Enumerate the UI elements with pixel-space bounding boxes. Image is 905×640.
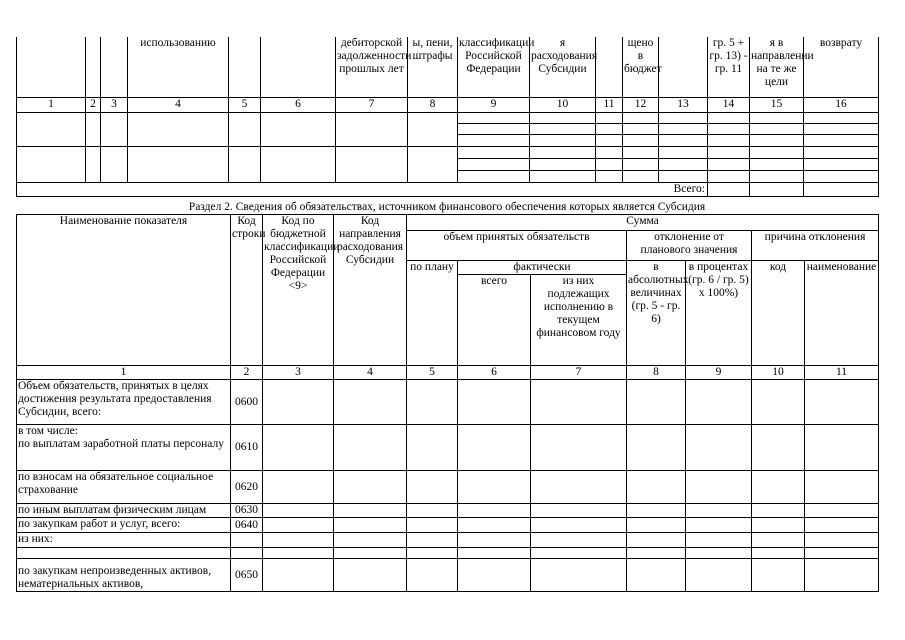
table-cell[interactable]: [750, 123, 804, 134]
table-cell[interactable]: [752, 533, 805, 548]
total-cell-16[interactable]: [804, 182, 879, 196]
row-name: из них:: [17, 533, 231, 548]
table-cell[interactable]: [334, 471, 407, 504]
table-cell[interactable]: [229, 112, 261, 146]
table-cell[interactable]: [336, 112, 408, 146]
table-cell[interactable]: [805, 518, 879, 533]
table-cell[interactable]: [334, 504, 407, 518]
table-cell[interactable]: [530, 123, 596, 134]
header-sum: Сумма: [407, 215, 879, 231]
table-cell[interactable]: [804, 146, 879, 158]
table-cell[interactable]: [334, 518, 407, 533]
table-cell[interactable]: [407, 380, 458, 425]
header-cell-5: [229, 37, 261, 97]
table-cell[interactable]: [805, 471, 879, 504]
column-number: 1: [17, 97, 86, 112]
table-cell[interactable]: [263, 425, 334, 471]
table-cell[interactable]: [263, 518, 334, 533]
header-deviation: отклонение от планового значения: [627, 231, 752, 261]
section2-title: Раздел 2. Сведения об обязательствах, источником финансового обеспечения которых является Субсидия: [188, 201, 706, 213]
header-total: всего: [458, 275, 531, 366]
table-cell[interactable]: [334, 559, 407, 592]
table-cell[interactable]: [408, 146, 458, 182]
table-cell[interactable]: [261, 112, 336, 146]
header-reason-name: наименование: [805, 261, 879, 366]
table-cell[interactable]: [659, 134, 708, 146]
table-cell[interactable]: [128, 146, 229, 182]
column-number: 13: [659, 97, 708, 112]
table-cell[interactable]: [623, 134, 659, 146]
table-cell[interactable]: [458, 112, 530, 123]
section1-column-numbers: [17, 97, 879, 112]
table-cell[interactable]: [408, 112, 458, 146]
table-cell[interactable]: [750, 112, 804, 123]
header-cell-3: [101, 37, 128, 97]
table-cell[interactable]: [596, 112, 623, 123]
table-cell[interactable]: [531, 548, 627, 559]
table-cell[interactable]: [804, 134, 879, 146]
row-code: [231, 533, 263, 548]
header-cell-9: классификации Российской Федерации: [458, 37, 530, 97]
column-number: 3: [101, 97, 128, 112]
table-row: [17, 504, 879, 518]
total-label: Всего:: [17, 182, 708, 196]
table-cell[interactable]: [334, 425, 407, 471]
table-cell[interactable]: [708, 134, 750, 146]
table-cell[interactable]: [86, 146, 101, 182]
header-cell-16: возврату: [804, 37, 879, 97]
table-cell[interactable]: [530, 170, 596, 182]
table-cell[interactable]: [101, 112, 128, 146]
table-cell[interactable]: [804, 158, 879, 170]
table-cell[interactable]: [627, 559, 686, 592]
table-cell[interactable]: [334, 380, 407, 425]
column-number: 16: [804, 97, 879, 112]
table-cell[interactable]: [805, 559, 879, 592]
table-row: [17, 425, 879, 471]
header-reason-code: код: [752, 261, 805, 366]
header-plan: по плану: [407, 261, 458, 366]
table-cell[interactable]: [686, 559, 752, 592]
table-cell[interactable]: [627, 504, 686, 518]
table-cell[interactable]: [659, 123, 708, 134]
row-name: [17, 548, 231, 559]
table-cell[interactable]: [596, 158, 623, 170]
header-row-1: [17, 215, 879, 231]
row-name: по закупкам работ и услуг, всего:: [17, 518, 231, 533]
table-cell[interactable]: [752, 425, 805, 471]
column-number: 2: [231, 366, 263, 380]
table-cell[interactable]: [334, 533, 407, 548]
row-name: по иным выплатам физическим лицам: [17, 504, 231, 518]
table-cell[interactable]: [530, 134, 596, 146]
table-cell[interactable]: [17, 146, 86, 182]
table-cell[interactable]: [531, 504, 627, 518]
table-cell[interactable]: [805, 548, 879, 559]
table-cell[interactable]: [708, 123, 750, 134]
table-cell[interactable]: [805, 425, 879, 471]
table-cell[interactable]: [530, 146, 596, 158]
row-name: по закупкам непроизведенных активов, нематериальных активов,: [17, 559, 231, 592]
table-cell[interactable]: [101, 146, 128, 182]
table-cell[interactable]: [686, 380, 752, 425]
header-cell-6: [261, 37, 336, 97]
table-cell[interactable]: [458, 146, 530, 158]
column-number: 8: [627, 366, 686, 380]
header-name: Наименование показателя: [17, 215, 231, 366]
table-cell[interactable]: [627, 425, 686, 471]
column-number: 12: [623, 97, 659, 112]
column-number: 10: [530, 97, 596, 112]
table-cell[interactable]: [530, 158, 596, 170]
table-cell[interactable]: [804, 170, 879, 182]
header-accepted: объем принятых обязательств: [407, 231, 627, 261]
table-row: [17, 548, 879, 559]
table-cell[interactable]: [334, 548, 407, 559]
table-row: [17, 112, 879, 123]
header-cell-8: ы, пени, штрафы: [408, 37, 458, 97]
table-cell[interactable]: [750, 146, 804, 158]
row-code: 0650: [231, 559, 263, 592]
table-cell[interactable]: [407, 471, 458, 504]
section2-body: [17, 380, 879, 592]
table-cell[interactable]: [627, 548, 686, 559]
section2-table: [16, 214, 879, 592]
column-number: 6: [261, 97, 336, 112]
table-cell[interactable]: [407, 559, 458, 592]
table-cell[interactable]: [261, 146, 336, 182]
table-cell[interactable]: [596, 134, 623, 146]
table-cell[interactable]: [804, 112, 879, 123]
table-cell[interactable]: [407, 548, 458, 559]
table-cell[interactable]: [805, 380, 879, 425]
table-cell[interactable]: [531, 425, 627, 471]
header-reason: причина отклонения: [752, 231, 879, 261]
table-cell[interactable]: [752, 548, 805, 559]
table-cell[interactable]: [336, 146, 408, 182]
table-cell[interactable]: [86, 112, 101, 146]
column-number: 9: [686, 366, 752, 380]
table-cell[interactable]: [623, 112, 659, 123]
total-cell-15[interactable]: [750, 182, 804, 196]
header-direction: Код направления расходования Субсидии: [334, 215, 407, 366]
column-number: 4: [128, 97, 229, 112]
table-cell[interactable]: [407, 533, 458, 548]
header-cell-4: использованию: [128, 37, 229, 97]
row-name: в том числе: по выплатам заработной платы персоналу: [17, 425, 231, 471]
column-number: 10: [752, 366, 805, 380]
table-cell[interactable]: [659, 112, 708, 123]
row-code: 0610: [231, 425, 263, 471]
table-cell[interactable]: [752, 504, 805, 518]
table-cell[interactable]: [659, 146, 708, 158]
column-number: 9: [458, 97, 530, 112]
column-number: 4: [334, 366, 407, 380]
total-cell-14[interactable]: [708, 182, 750, 196]
column-number: 2: [86, 97, 101, 112]
table-cell[interactable]: [263, 380, 334, 425]
table-row: [17, 146, 879, 158]
table-cell[interactable]: [458, 548, 531, 559]
header-code: Код строки: [231, 215, 263, 366]
table-cell[interactable]: [752, 559, 805, 592]
header-subject: из них подлежащих исполнению в текущем финансовом году: [531, 275, 627, 366]
table-cell[interactable]: [752, 380, 805, 425]
table-cell[interactable]: [458, 518, 531, 533]
section2-column-numbers: [17, 366, 879, 380]
column-number: 15: [750, 97, 804, 112]
total-row: [17, 182, 879, 196]
header-cell-7: дебиторской задолженности прошлых лет: [336, 37, 408, 97]
table-cell[interactable]: [627, 380, 686, 425]
section1-header-row: [17, 37, 879, 97]
table-row: [17, 518, 879, 533]
table-cell[interactable]: [263, 533, 334, 548]
table-cell[interactable]: [686, 425, 752, 471]
table-cell[interactable]: [627, 533, 686, 548]
table-cell[interactable]: [407, 504, 458, 518]
table-cell[interactable]: [229, 146, 261, 182]
table-cell[interactable]: [623, 170, 659, 182]
section1-table: [16, 37, 879, 197]
header-pct: в процентах (гр. 6 / гр. 5) x 100%): [686, 261, 752, 366]
table-cell[interactable]: [805, 533, 879, 548]
table-cell[interactable]: [686, 518, 752, 533]
column-number: 7: [531, 366, 627, 380]
table-cell[interactable]: [531, 533, 627, 548]
table-row: [17, 380, 879, 425]
table-cell[interactable]: [659, 158, 708, 170]
row-code: 0600: [231, 380, 263, 425]
row-name: по взносам на обязательное социальное страхование: [17, 471, 231, 504]
table-cell[interactable]: [686, 533, 752, 548]
table-row: [17, 533, 879, 548]
table-cell[interactable]: [458, 559, 531, 592]
header-cell-15: я в направлении на те же цели: [750, 37, 804, 97]
header-kbk: Код по бюджетной классификации Российской Федерации <9>: [263, 215, 334, 366]
table-cell[interactable]: [458, 380, 531, 425]
table-cell[interactable]: [17, 112, 86, 146]
column-number: 7: [336, 97, 408, 112]
table-cell[interactable]: [623, 146, 659, 158]
row-code: [231, 548, 263, 559]
row-code: 0630: [231, 504, 263, 518]
table-cell[interactable]: [708, 158, 750, 170]
table-row: [17, 559, 879, 592]
table-cell[interactable]: [659, 170, 708, 182]
table-cell[interactable]: [458, 425, 531, 471]
table-cell[interactable]: [596, 146, 623, 158]
column-number: 5: [229, 97, 261, 112]
header-cell-14: гр. 5 + гр. 13) - гр. 11: [708, 37, 750, 97]
row-code: 0620: [231, 471, 263, 504]
header-cell-10: я расходования Субсидии: [530, 37, 596, 97]
table-cell[interactable]: [531, 518, 627, 533]
table-cell[interactable]: [263, 559, 334, 592]
table-cell[interactable]: [627, 471, 686, 504]
table-cell[interactable]: [708, 146, 750, 158]
column-number: 8: [408, 97, 458, 112]
column-number: 6: [458, 366, 531, 380]
table-cell[interactable]: [752, 471, 805, 504]
table-cell[interactable]: [128, 112, 229, 146]
header-abs: в абсолютных величинах (гр. 5 - гр. 6): [627, 261, 686, 366]
column-number: 1: [17, 366, 231, 380]
header-cell-1: [17, 37, 86, 97]
row-code: 0640: [231, 518, 263, 533]
row-name: Объем обязательств, принятых в целях достижения результата предоставления Субсидии, всего:: [17, 380, 231, 425]
header-actual: фактически: [458, 261, 627, 275]
table-cell[interactable]: [627, 518, 686, 533]
table-cell[interactable]: [458, 471, 531, 504]
table-cell[interactable]: [458, 134, 530, 146]
table-cell[interactable]: [458, 123, 530, 134]
table-cell[interactable]: [407, 518, 458, 533]
table-cell[interactable]: [458, 504, 531, 518]
table-cell[interactable]: [750, 134, 804, 146]
table-cell[interactable]: [623, 158, 659, 170]
table-cell[interactable]: [750, 170, 804, 182]
table-row: [17, 471, 879, 504]
table-cell[interactable]: [686, 471, 752, 504]
header-cell-12: щено в бюджет: [623, 37, 659, 97]
table-cell[interactable]: [263, 471, 334, 504]
table-cell[interactable]: [708, 170, 750, 182]
header-cell-2: [86, 37, 101, 97]
table-cell[interactable]: [623, 123, 659, 134]
table-cell[interactable]: [752, 518, 805, 533]
table-cell[interactable]: [686, 504, 752, 518]
table-cell[interactable]: [750, 158, 804, 170]
table-cell[interactable]: [458, 533, 531, 548]
column-number: 14: [708, 97, 750, 112]
table-cell[interactable]: [458, 158, 530, 170]
table-cell[interactable]: [686, 548, 752, 559]
table-cell[interactable]: [531, 471, 627, 504]
table-cell[interactable]: [531, 380, 627, 425]
column-number: 11: [596, 97, 623, 112]
column-number: 3: [263, 366, 334, 380]
column-number: 11: [805, 366, 879, 380]
table-cell[interactable]: [804, 123, 879, 134]
table-cell[interactable]: [263, 548, 334, 559]
table-cell[interactable]: [458, 170, 530, 182]
header-cell-11: [596, 37, 623, 97]
table-cell[interactable]: [263, 504, 334, 518]
column-number: 5: [407, 366, 458, 380]
table-cell[interactable]: [805, 504, 879, 518]
table-cell[interactable]: [531, 559, 627, 592]
table-cell[interactable]: [530, 112, 596, 123]
table-cell[interactable]: [407, 425, 458, 471]
header-cell-13: [659, 37, 708, 97]
table-cell[interactable]: [596, 170, 623, 182]
table-cell[interactable]: [708, 112, 750, 123]
table-cell[interactable]: [596, 123, 623, 134]
